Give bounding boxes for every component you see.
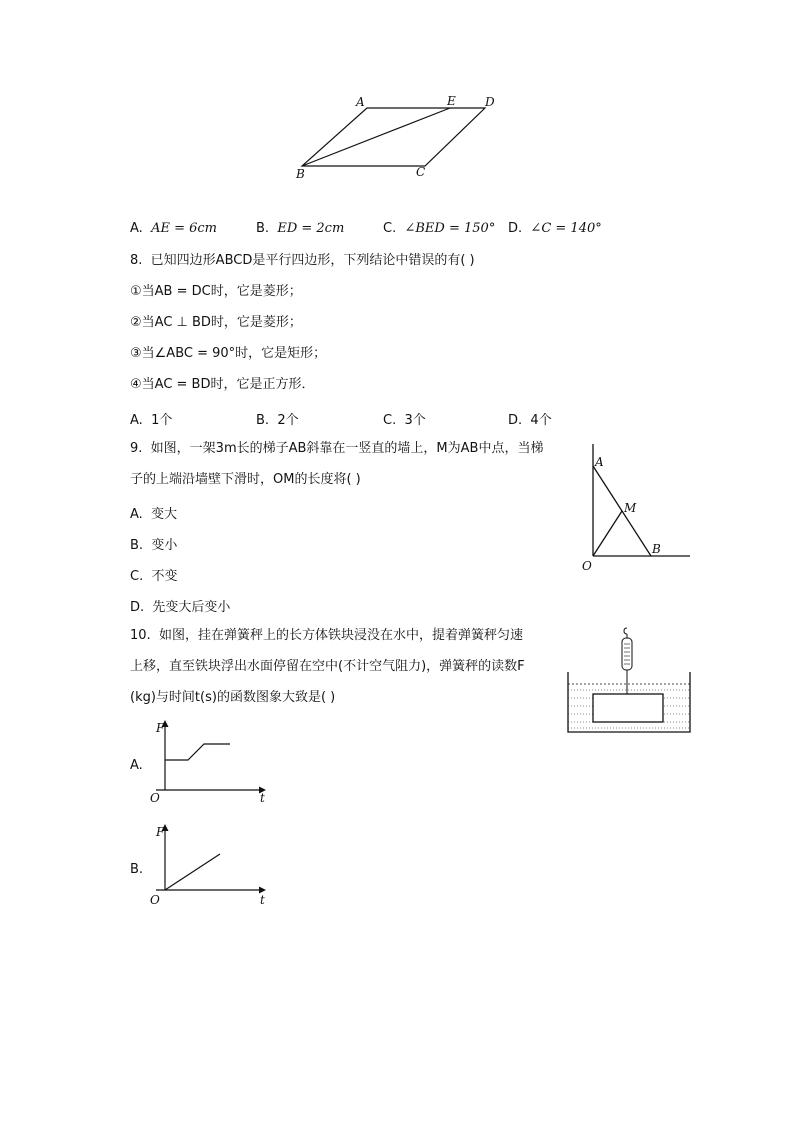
label-C: C bbox=[416, 165, 426, 179]
q10-option-a-graph bbox=[148, 718, 270, 808]
q8-item-1: ①当AB = DC时，它是菱形； bbox=[130, 284, 302, 299]
q8-option-b[interactable]: B. 2个 bbox=[256, 413, 299, 428]
q9-option-b[interactable]: B. 变小 bbox=[130, 538, 178, 553]
label-A: A bbox=[356, 95, 365, 109]
q7-option-d[interactable]: D. ∠C = 140° bbox=[508, 221, 602, 236]
q10-option-b[interactable]: B. bbox=[130, 862, 144, 877]
q8-item-3: ③当∠ABC = 90°时，它是矩形； bbox=[130, 346, 327, 361]
q9-stem-line1: 9. 如图，一架3m长的梯子AB斜靠在一竖直的墙上，M为AB中点，当梯 bbox=[130, 441, 544, 456]
label-B: B bbox=[296, 167, 305, 181]
q7-option-b[interactable]: B. ED = 2cm bbox=[256, 221, 345, 236]
axis-y-label: F bbox=[156, 825, 165, 839]
q9-option-c[interactable]: C. 不变 bbox=[130, 569, 178, 584]
q9-stem-line2: 子的上端沿墙壁下滑时，OM的长度将( ) bbox=[130, 472, 361, 487]
spring-scale-figure bbox=[565, 624, 693, 736]
axis-x-label: t bbox=[260, 791, 265, 805]
label-O: O bbox=[582, 559, 592, 573]
q7-option-c[interactable]: C. ∠BED = 150° bbox=[383, 221, 496, 236]
label-E: E bbox=[447, 94, 456, 108]
q8-option-c[interactable]: C. 3个 bbox=[383, 413, 426, 428]
q8-stem: 8. 已知四边形ABCD是平行四边形，下列结论中错误的有( ) bbox=[130, 253, 475, 268]
q10-stem-line3: (kg)与时间t(s)的函数图象大致是( ) bbox=[130, 690, 336, 705]
origin-label: O bbox=[150, 893, 160, 907]
ladder-figure bbox=[578, 440, 696, 576]
q10-option-a[interactable]: A. bbox=[130, 758, 143, 773]
q10-stem-line1: 10. 如图，挂在弹簧秤上的长方体铁块浸没在水中，提着弹簧秤匀速 bbox=[130, 628, 523, 643]
q8-item-2: ②当AC ⊥ BD时，它是菱形； bbox=[130, 315, 302, 330]
q8-option-a[interactable]: A. 1个 bbox=[130, 413, 173, 428]
q10-stem-line2: 上移，直至铁块浮出水面停留在空中(不计空气阻力)，弹簧秤的读数F bbox=[130, 659, 525, 674]
q8-option-d[interactable]: D. 4个 bbox=[508, 413, 552, 428]
axis-y-label: F bbox=[156, 721, 165, 735]
label-M: M bbox=[624, 501, 637, 515]
q7-option-a[interactable]: A. AE = 6cm bbox=[130, 221, 217, 236]
label-D: D bbox=[485, 95, 495, 109]
q9-option-a[interactable]: A. 变大 bbox=[130, 507, 178, 522]
q9-option-d[interactable]: D. 先变大后变小 bbox=[130, 600, 231, 615]
q10-option-b-graph bbox=[148, 822, 270, 912]
label-A: A bbox=[595, 455, 604, 469]
label-B: B bbox=[652, 542, 661, 556]
parallelogram-figure bbox=[290, 92, 510, 184]
origin-label: O bbox=[150, 791, 160, 805]
axis-x-label: t bbox=[260, 893, 265, 907]
q8-item-4: ④当AC = BD时，它是正方形． bbox=[130, 377, 315, 392]
